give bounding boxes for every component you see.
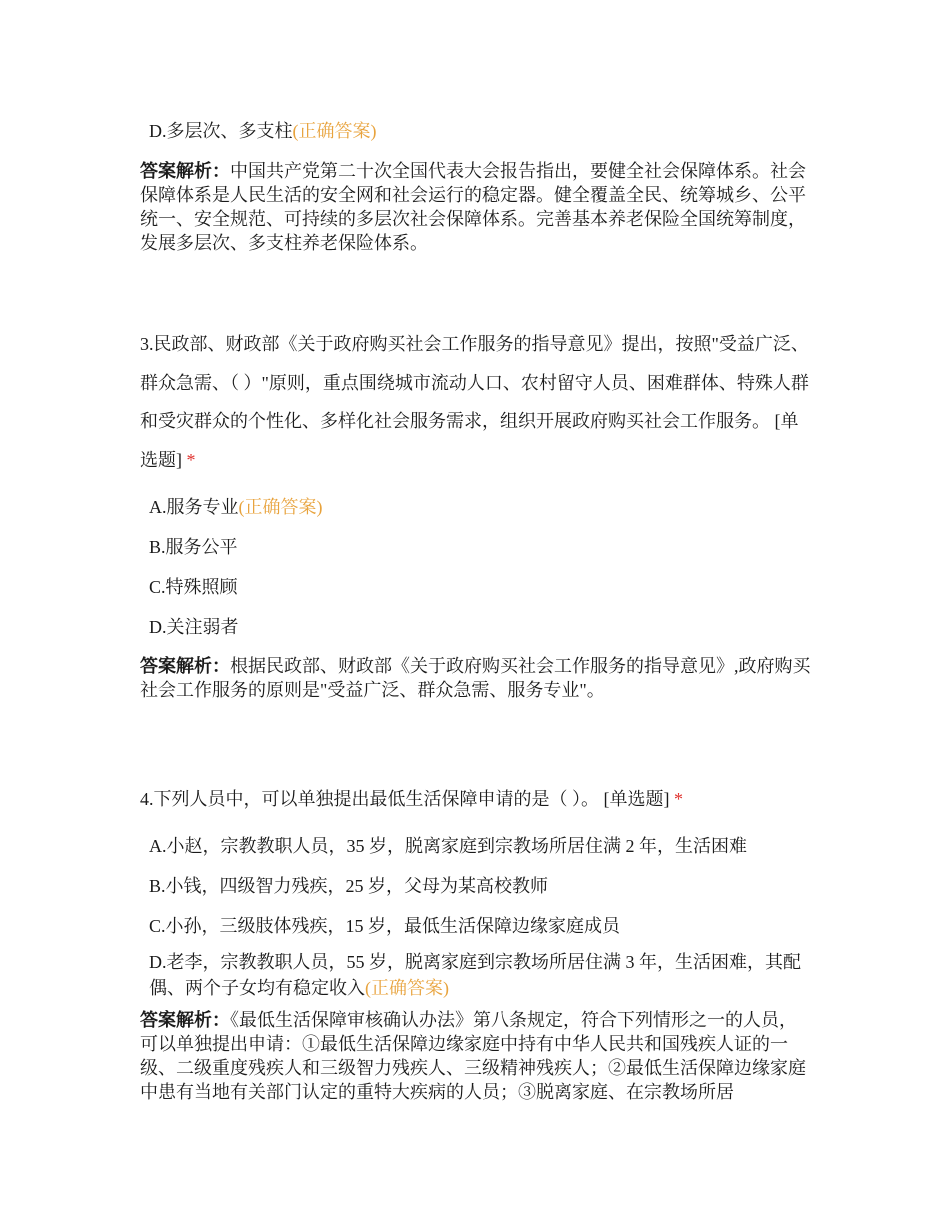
q2-option-d-label: D.多层次、多支柱	[149, 121, 293, 141]
q4-question-text: 4.下列人员中，可以单独提出最低生活保障申请的是（ ）。 [单选题]	[140, 789, 670, 809]
q4-option-a-label: A.小赵，宗教教职人员，35 岁，脱离家庭到宗教场所居住满 2 年，生活困难	[149, 835, 747, 856]
q3-option-c[interactable]	[149, 574, 812, 600]
q4-required-mark: *	[674, 789, 683, 809]
q3-analysis-text: 根据民政部、财政部《关于政府购买社会工作服务的指导意见》,政府购买社会工作服务的原则是"受益广泛、群众急需、服务专业"。	[140, 656, 811, 700]
q3-option-d[interactable]	[149, 614, 812, 640]
q3-analysis	[140, 654, 812, 702]
q4-option-b-label: B.小钱，四级智力残疾，25 岁，父母为某高校教师	[149, 875, 549, 896]
q2-analysis-text: 中国共产党第二十次全国代表大会报告指出，要健全社会保障体系。社会保障体系是人民生活的安全网和社会运行的稳定器。健全覆盖全民、统筹城乡、公平统一、安全规范、可持续的多层次社会保障体系。完善基本养老保险全国统筹制度，发展多层次、多支柱养老保险体系。	[140, 161, 806, 253]
q3-option-c-label: C.特殊照顾	[149, 577, 238, 597]
q4-question	[140, 780, 812, 819]
q3-option-d-label: D.关注弱者	[149, 617, 239, 637]
q2-option-d[interactable]	[149, 118, 812, 144]
q2-analysis	[140, 159, 812, 255]
q2-correct-tag: (正确答案)	[292, 121, 377, 141]
q3-question	[140, 325, 812, 479]
q3-analysis-label: 答案解析：	[140, 656, 230, 676]
q4-option-c[interactable]	[149, 913, 812, 939]
q3-option-a-label: A.服务专业	[149, 497, 239, 517]
q4-option-b[interactable]	[149, 873, 812, 899]
q4-option-d-label: D.老李，宗教教职人员，55 岁，脱离家庭到宗教场所居住满 3 年，生活困难，其配偶、两个子女均有稳定收入	[149, 951, 801, 998]
q4-option-c-label: C.小孙，三级肢体残疾，15 岁，最低生活保障边缘家庭成员	[149, 915, 621, 936]
q4-option-d[interactable]	[149, 949, 812, 1001]
q4-analysis-text: 《最低生活保障审核确认办法》第八条规定，符合下列情形之一的人员，可以单独提出申请：①最低生活保障边缘家庭中持有中华人民共和国残疾人证的一级、二级重度残疾人和三级智力残疾人、三级精神残疾人；②最低生活保障边缘家庭中患有当地有关部门认定的重特大疾病的人员；③脱离家庭、在宗教场所居	[140, 1009, 806, 1102]
q3-option-b-label: B.服务公平	[149, 537, 238, 557]
q2-analysis-label: 答案解析：	[140, 161, 230, 181]
q3-required-mark: *	[186, 449, 196, 470]
q3-option-a[interactable]	[149, 494, 812, 520]
q4-option-a[interactable]	[149, 833, 812, 859]
q3-option-b[interactable]	[149, 534, 812, 560]
document-page	[140, 118, 812, 1104]
q3-question-text: 3.民政部、财政部《关于政府购买社会工作服务的指导意见》提出，按照"受益广泛、群众急需、（ ）"原则，重点围绕城市流动人口、农村留守人员、困难群体、特殊人群和受灾群众的个性化、多样化社会服务需求，组织开展政府购买社会工作服务。 [单选题]	[140, 334, 809, 470]
q4-correct-tag: (正确答案)	[365, 977, 449, 998]
q4-analysis	[140, 1008, 812, 1104]
q4-analysis-label: 答案解析：	[140, 1009, 230, 1030]
q3-correct-tag: (正确答案)	[238, 497, 323, 517]
